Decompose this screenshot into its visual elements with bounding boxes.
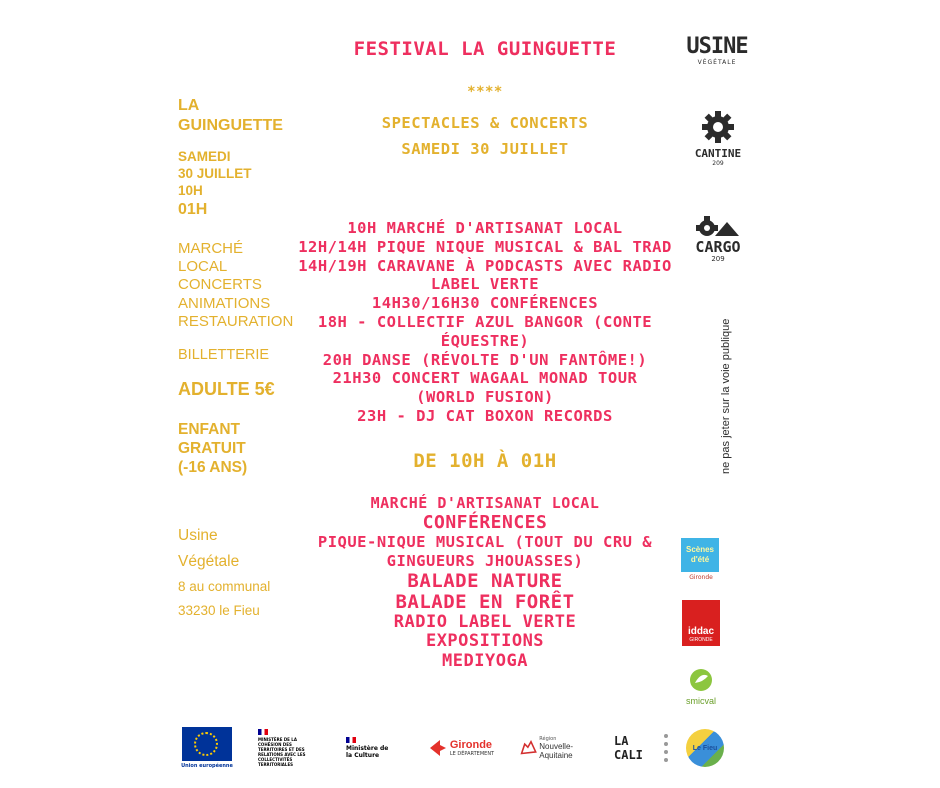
adult-price: ADULTE 5€ [178,379,275,400]
program-item: 18H - COLLECTIF AZUL BANGOR (CONTE [317,312,653,331]
gironde-logo: Gironde LE DÉPARTEMENT [426,724,496,772]
la-cali-logo: LA CALI [614,724,668,772]
side-note: ne pas jeter sur la voie publique [720,318,732,474]
program-item: 14H30/16H30 CONFÉRENCES [371,294,599,313]
ticketing-label: BILLETTERIE [178,347,270,364]
all-day-list [280,494,690,671]
ministere-cohesion-logo: MINISTÈRE DE LA COHÉSION DES TERRITOIRES ET DES RELATIONS AVEC LES COLLECTIVITÉS TERRITORIALES [258,724,320,772]
program-item: (WORLD FUSION) [416,388,554,407]
activities-list: MARCHÉ LOCAL CONCERTS ANIMATIONS RESTAURATION [178,240,294,330]
cantine-logo: CANTINE 209 [690,110,746,167]
gear-icon [701,110,735,144]
lion-icon [520,737,537,759]
program-item: 14H/19H CARAVANE À PODCASTS AVEC RADIO [298,256,672,275]
le-fieu-badge: Le Fieu [686,729,724,767]
eu-logo: Union européenne [180,724,234,772]
all-day-item: EXPOSITIONS [425,631,545,651]
program-item: ÉQUESTRE) [440,331,530,350]
program-item: 10H MARCHÉ D'ARTISANAT LOCAL [347,219,623,237]
all-day-item: RADIO LABEL VERTE [393,612,577,632]
leaf-icon [688,668,714,692]
le-fieu-logo [684,724,726,772]
program-item: 20H DANSE (RÉVOLTE D'UN FANTÔME!) [322,350,648,369]
all-day-heading: DE 10H À 01H [413,450,557,472]
event-date: SAMEDI 30 JUILLET [401,140,569,158]
nouvelle-aquitaine-logo: Région Nouvelle-Aquitaine [520,724,592,772]
all-day-item: GINGUEURS JHOUASSES) [386,552,584,570]
stars-divider: **** [467,84,503,100]
gironde-chevron-icon [428,738,448,758]
program-item: 21H30 CONCERT WAGAAL MONAD TOUR [332,369,638,388]
marianne-icon [258,729,268,735]
all-day-item: MARCHÉ D'ARTISANAT LOCAL [370,494,600,512]
cargo-logo: CARGO 209 [690,214,746,263]
all-day-item: PIQUE-NIQUE MUSICAL (TOUT DU CRU & [317,533,653,551]
iddac-logo: iddac GIRONDE [682,600,720,646]
all-day-item: BALADE NATURE [407,570,563,592]
scenes-logo: Scènes d'été Gironde [681,538,721,581]
ministere-culture-logo: Ministère de la Culture [346,724,398,772]
child-price: ENFANT GRATUIT (-16 ANS) [178,421,248,477]
festival-title: FESTIVAL LA GUINGUETTE [353,38,617,60]
marianne-icon [346,737,356,743]
subtitle: SPECTACLES & CONCERTS [381,114,589,132]
left-date: SAMEDI 30 JUILLET 10H 01H [178,149,252,218]
all-day-item: CONFÉRENCES [422,512,548,533]
smicval-logo: smicval [681,668,721,706]
left-column [178,96,294,623]
program-item: 12H/14H PIQUE NIQUE MUSICAL & BAL TRAD [298,237,672,256]
program-list [280,219,690,426]
event-name: LA GUINGUETTE [178,97,283,134]
program-item: LABEL VERTE [430,275,540,294]
address: Usine Végétale 8 au communal 33230 le Fieu [178,527,271,619]
all-day-item: MEDIYOGA [442,651,528,671]
usine-logo: USINE VÉGÉTALE [686,34,748,66]
cargo-gear-icon [693,214,743,236]
eu-flag-icon [182,727,232,761]
all-day-item: BALADE EN FORÊT [395,591,575,613]
program-item: 23H - DJ CAT BOXON RECORDS [357,406,613,425]
